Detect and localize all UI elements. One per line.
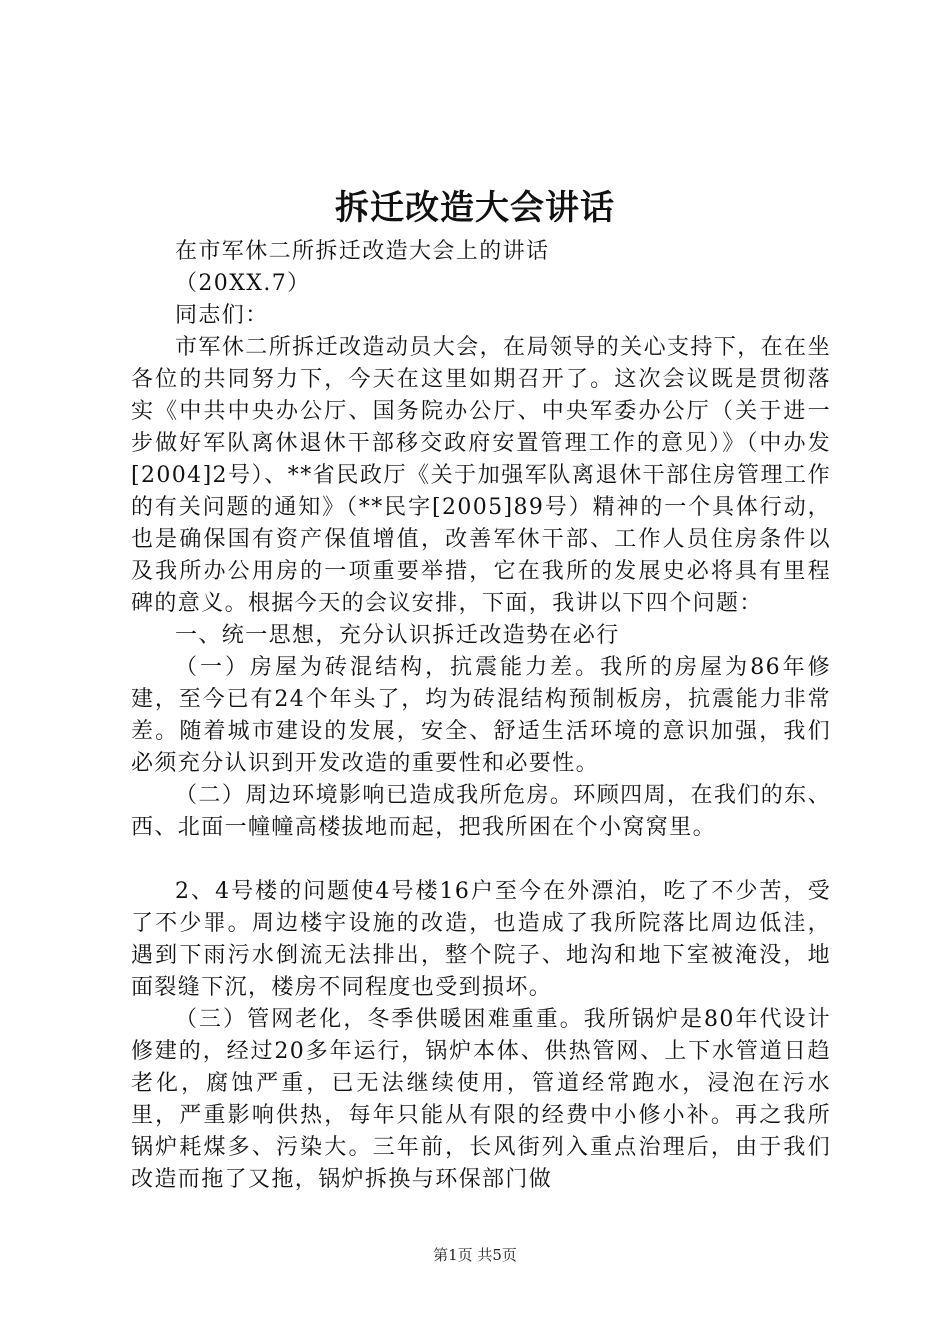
body-paragraph: （一）房屋为砖混结构，抗震能力差。我所的房屋为86年修建，至今已有24个年头了，均为砖混结构预制板房，抗震能力非常差。随着城市建设的发展，安全、舒适生活环境的意识加强，我们必须充分认识到开发改造的重要性和必要性。 xyxy=(131,655,831,776)
body-paragraph: （二）周边环境影响已造成我所危房。环顾四周，在我们的东、西、北面一幢幢高楼拔地而起，把我所困在个小窝窝里。 xyxy=(131,783,831,840)
document-body xyxy=(131,236,831,1196)
paragraph-gap xyxy=(131,844,831,876)
body-paragraph: 市军休二所拆迁改造动员大会，在局领导的关心支持下，在在坐各位的共同努力下，今天在这里如期召开了。这次会议既是贯彻落实《中共中央办公厅、国务院办公厅、中央军委办公厅（关于进一步做好军队离休退休干部移交政府安置管理工作的意见）》（中办发[2004]2号）、**省民政厅《关于加强军队离退休干部住房管理工作的有关问题的通知》（**民字[2005]89号）精神的一个具体行动，也是确保国有资产保值增值，改善军休干部、工作人员住房条件以及我所办公用房的一项重要举措，它在我所的发展史必将具有里程碑的意义。根据今天的会议安排，下面，我讲以下四个问题： xyxy=(131,335,831,616)
speech-subtitle: 在市军休二所拆迁改造大会上的讲话 xyxy=(175,239,550,264)
body-paragraph: 2、4号楼的问题使4号楼16户至今在外漂泊，吃了不少苦，受了不少罪。周边楼宇设施的改造，也造成了我所院落比周边低洼，遇到下雨污水倒流无法排出，整个院子、地沟和地下室被淹没，地面裂缝下沉，楼房不同程度也受到损坏。 xyxy=(131,879,831,1000)
page-number: 第1页 共5页 xyxy=(433,1246,517,1264)
body-paragraph: （三）管网老化，冬季供暖困难重重。我所锅炉是80年代设计修建的，经过20多年运行，锅炉本体、供热管网、上下水管道日趋老化，腐蚀严重，已无法继续使用，管道经常跑水，浸泡在污水里，严重影响供热，每年只能从有限的经费中小修小补。再之我所锅炉耗煤多、污染大。三年前，长风街列入重点治理后，由于我们改造而拖了又拖，锅炉拆换与环保部门做 xyxy=(131,1007,831,1192)
section-heading: 一、统一思想，充分认识拆迁改造势在必行 xyxy=(175,623,620,648)
salutation: 同志们： xyxy=(175,303,269,328)
speech-date: （20XX.7） xyxy=(175,271,311,296)
document-title: 拆迁改造大会讲话 xyxy=(335,188,615,228)
